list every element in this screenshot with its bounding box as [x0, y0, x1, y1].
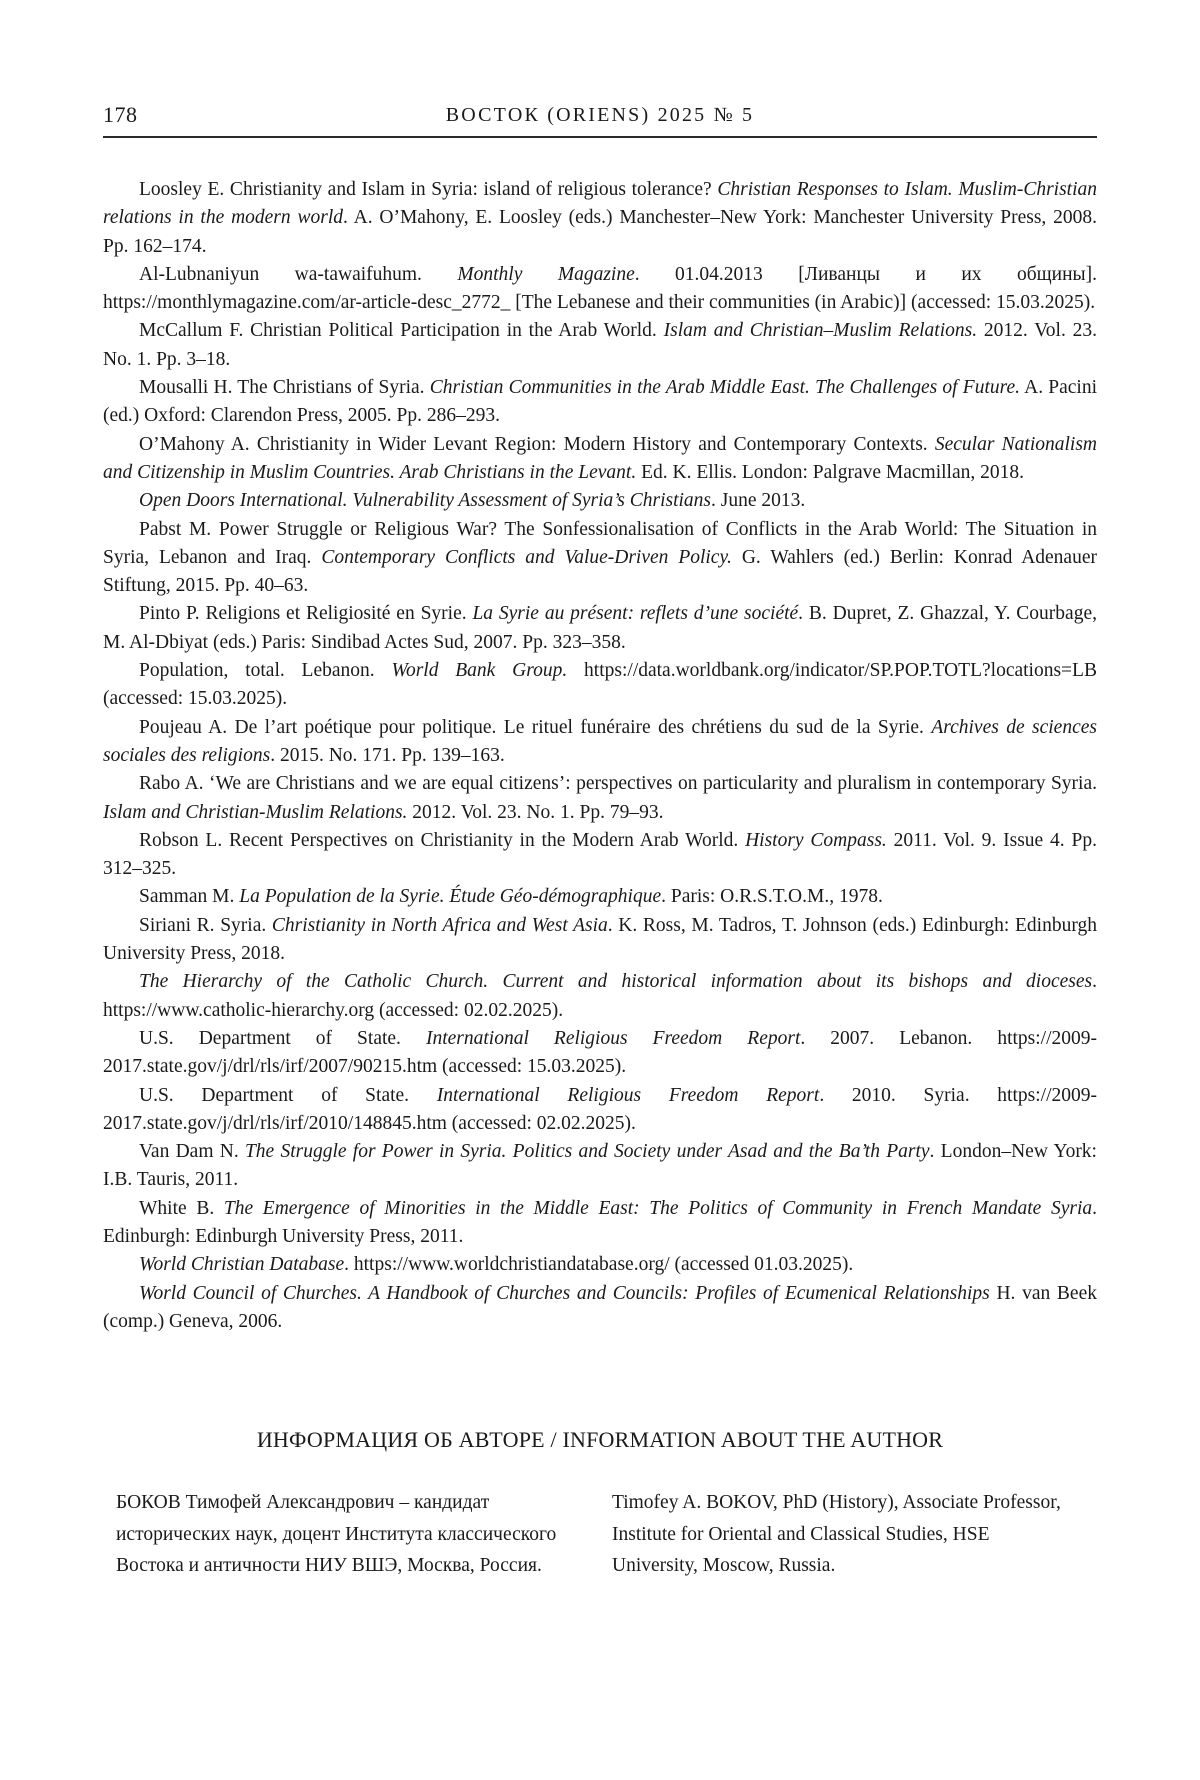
reference-item: [103, 1138, 1097, 1195]
reference-item: [103, 883, 1097, 911]
ref-source-title: World Bank Group.: [391, 660, 567, 681]
ref-text: . https://www.worldchristiandatabase.org/ (accessed 01.03.2025).: [344, 1254, 853, 1275]
ref-source-title: Christianity in North Africa and West Asia: [272, 915, 608, 936]
reference-item: [103, 1280, 1097, 1337]
reference-item: [103, 1025, 1097, 1082]
ref-text: . London–New York: I.B. Tauris, 2011.: [103, 1141, 1097, 1190]
ref-text: Ed. K. Ellis. London: Palgrave Macmillan, 2018.: [636, 462, 1024, 483]
ref-source-title: Archives de sciences sociales des religions: [103, 717, 1097, 766]
ref-source-title: The Hierarchy of the Catholic Church. Current and historical information about its bishops and dioceses: [139, 971, 1092, 992]
ref-source-title: World Christian Database: [139, 1254, 344, 1275]
ref-text: 2012. Vol. 23. No. 1. Pp. 79–93.: [407, 802, 663, 823]
reference-list: [103, 176, 1097, 1336]
reference-item: [103, 968, 1097, 1025]
running-head: [103, 96, 1097, 138]
ref-text: Mousalli H. The Christians of Syria.: [139, 377, 430, 398]
reference-item: [103, 317, 1097, 374]
ref-text: . K. Ross, M. Tadros, T. Johnson (eds.) Edinburgh: Edinburgh University Press, 2018.: [103, 915, 1097, 964]
reference-item: [103, 770, 1097, 827]
ref-source-title: Islam and Christian-Muslim Relations.: [103, 802, 407, 823]
ref-text: Siriani R. Syria.: [139, 915, 272, 936]
ref-source-title: International Religious Freedom Report: [426, 1028, 800, 1049]
ref-source-title: Monthly Magazine: [457, 264, 634, 285]
author-info-heading: ИНФОРМАЦИЯ ОБ АВТОРЕ / INFORMATION ABOUT THE AUTHOR: [103, 1427, 1097, 1453]
ref-source-title: La Population de la Syrie. Étude Géo-démographique: [239, 886, 661, 907]
reference-item: [103, 1195, 1097, 1252]
ref-text: Van Dam N.: [139, 1141, 245, 1162]
reference-item: [103, 431, 1097, 488]
ref-source-title: Secular Nationalism and Citizenship in Muslim Countries. Arab Christians in the Levant.: [103, 434, 1097, 483]
ref-text: Robson L. Recent Perspectives on Christianity in the Modern Arab World.: [139, 830, 745, 851]
ref-source-title: International Religious Freedom Report: [437, 1085, 820, 1106]
ref-text: . Paris: O.R.S.T.O.M., 1978.: [661, 886, 883, 907]
ref-source-title: The Emergence of Minorities in the Middle East: The Politics of Community in French Mandate Syria: [224, 1198, 1092, 1219]
ref-text: O’Mahony A. Christianity in Wider Levant Region: Modern History and Contemporary Contexts.: [139, 434, 935, 455]
ref-text: . 2015. No. 171. Pp. 139–163.: [270, 745, 505, 766]
ref-text: H. van Beek (comp.) Geneva, 2006.: [103, 1283, 1097, 1332]
ref-source-title: World Council of Churches. A Handbook of Churches and Councils: Profiles of Ecumenical Relationships: [139, 1283, 990, 1304]
ref-text: . 2010. Syria. https://2009-2017.state.gov/j/drl/rls/irf/2010/148845.htm (accessed: 02.02.2025).: [103, 1085, 1097, 1134]
ref-text: Loosley E. Christianity and Islam in Syria: island of religious tolerance?: [139, 179, 717, 200]
ref-text: . 2007. Lebanon. https://2009-2017.state.gov/j/drl/rls/irf/2007/90215.htm (accessed: 15.03.2025).: [103, 1028, 1097, 1077]
reference-item: [103, 600, 1097, 657]
ref-source-title: Islam and Christian–Muslim Relations.: [664, 320, 977, 341]
reference-item: [103, 1082, 1097, 1139]
author-info-english: Timofey A. BOKOV, PhD (History), Associate Professor, Institute for Oriental and Classical Studies, HSE University, Moscow, Russia.: [612, 1487, 1067, 1582]
ref-source-title: History Compass.: [745, 830, 887, 851]
ref-text: Population, total. Lebanon.: [139, 660, 391, 681]
ref-source-title: Open Doors International. Vulnerability Assessment of Syria’s Christians: [139, 490, 711, 511]
ref-text: White B.: [139, 1198, 224, 1219]
journal-page: [0, 0, 1200, 1780]
ref-text: . June 2013.: [711, 490, 805, 511]
reference-item: [103, 912, 1097, 969]
ref-text: G. Wahlers (ed.) Berlin: Konrad Adenauer Stiftung, 2015. Pp. 40–63.: [103, 547, 1097, 596]
ref-text: . B. Dupret, Z. Ghazzal, Y. Courbage, M. Al-Dbiyat (eds.) Paris: Sindibad Actes Sud, 2007. Pp. 323–358.: [103, 603, 1097, 652]
page-number: 178: [103, 102, 138, 128]
ref-text: Rabo A. ‘We are Christians and we are equal citizens’: perspectives on particularity and pluralism in contemporary Syria.: [139, 773, 1097, 794]
journal-title: ВОСТОК (ORIENS) 2025 № 5: [103, 104, 1097, 127]
ref-source-title: Contemporary Conflicts and Value-Driven Policy.: [321, 547, 732, 568]
ref-text: . Edinburgh: Edinburgh University Press, 2011.: [103, 1198, 1097, 1247]
ref-text: U.S. Department of State.: [139, 1085, 437, 1106]
ref-text: Pabst M. Power Struggle or Religious War? The Sonfessionalisation of Conflicts in the Arab World: The Situation in Syria, Lebanon and Iraq.: [103, 519, 1097, 568]
reference-item: [103, 261, 1097, 318]
ref-source-title: Christian Responses to Islam. Muslim-Christian relations in the modern world: [103, 179, 1097, 228]
reference-item: [103, 487, 1097, 515]
ref-source-title: Christian Communities in the Arab Middle East. The Challenges of Future.: [430, 377, 1020, 398]
ref-text: . https://www.catholic-hierarchy.org (accessed: 02.02.2025).: [103, 971, 1097, 1020]
ref-text: Samman M.: [139, 886, 239, 907]
ref-text: Al-Lubnaniyun wa-tawaifuhum.: [139, 264, 457, 285]
reference-item: [103, 176, 1097, 261]
reference-item: [103, 827, 1097, 884]
reference-item: [103, 374, 1097, 431]
reference-item: [103, 1251, 1097, 1279]
ref-text: A. Pacini (ed.) Oxford: Clarendon Press, 2005. Pp. 286–293.: [103, 377, 1097, 426]
ref-source-title: The Struggle for Power in Syria. Politics and Society under Asad and the Ba’th Party: [245, 1141, 930, 1162]
reference-item: [103, 714, 1097, 771]
ref-text: McCallum F. Christian Political Participation in the Arab World.: [139, 320, 664, 341]
reference-item: [103, 657, 1097, 714]
ref-text: 2011. Vol. 9. Issue 4. Pp. 312–325.: [103, 830, 1097, 879]
ref-text: . 01.04.2013 [Ливанцы и их общины]. https://monthlymagazine.com/ar-article-desc_2772_ [The Lebanese and their communities (in Arabic)] (accessed: 15.03.2025).: [103, 264, 1097, 313]
ref-text: . A. O’Mahony, E. Loosley (eds.) Manchester–New York: Manchester University Press, 2008. Pp. 162–174.: [103, 207, 1097, 256]
ref-text: 2012. Vol. 23. No. 1. Pp. 3–18.: [103, 320, 1097, 369]
reference-item: [103, 516, 1097, 601]
ref-text: Poujeau A. De l’art poétique pour politique. Le rituel funéraire des chrétiens du sud de la Syrie.: [139, 717, 931, 738]
author-info-russian: БОКОВ Тимофей Александрович – кандидат исторических наук, доцент Института классического Востока и античности НИУ ВШЭ, Москва, Россия.: [116, 1487, 578, 1582]
ref-source-title: La Syrie au présent: reflets d’une société: [472, 603, 798, 624]
ref-text: U.S. Department of State.: [139, 1028, 426, 1049]
ref-text: https://data.worldbank.org/indicator/SP.POP.TOTL?locations=LB (accessed: 15.03.2025).: [103, 660, 1097, 709]
ref-text: Pinto P. Religions et Religiosité en Syrie.: [139, 603, 472, 624]
